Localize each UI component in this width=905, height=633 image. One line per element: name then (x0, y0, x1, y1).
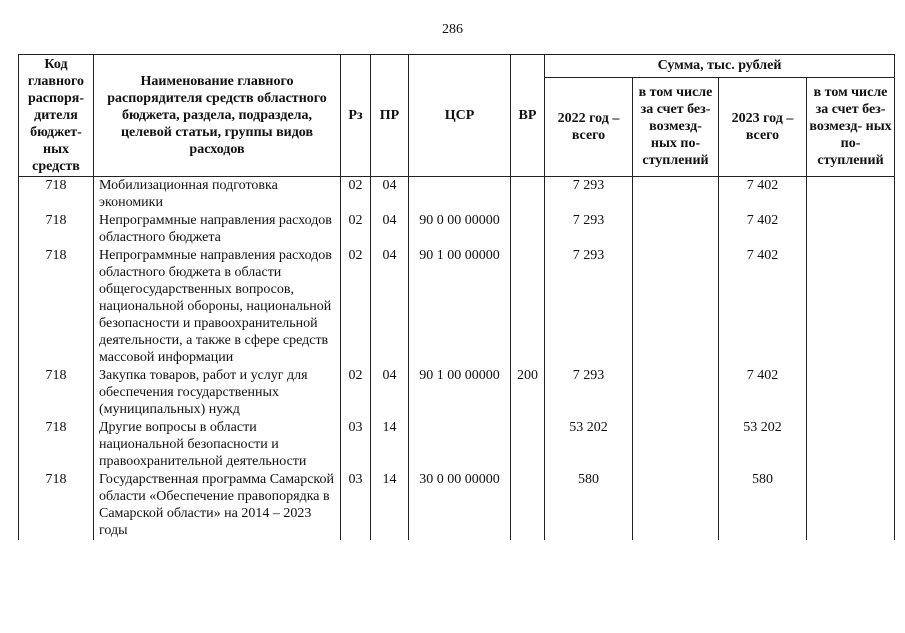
header-2023-gratuitous: в том числе за счет без- возмезд- ных по- ступлений (807, 77, 895, 176)
cell-name: Другие вопросы в области национальной безопасности и правоохранительной деятельности (94, 419, 341, 471)
cell-2022-gratuitous (633, 247, 719, 367)
cell-name: Мобилизационная подготовка экономики (94, 177, 341, 213)
cell-code: 718 (19, 471, 94, 540)
cell-pr: 04 (371, 177, 409, 213)
table-row (19, 471, 895, 540)
cell-2023-gratuitous (807, 247, 895, 367)
cell-rz: 02 (341, 212, 371, 247)
header-rz: Рз (341, 55, 371, 177)
cell-name: Непрограммные направления расходов областного бюджета в области общегосударственных вопросов, национальной обороны, национальной безопасности и правоохранительной деятельности, а также в сфере средств массовой информации (94, 247, 341, 367)
cell-code: 718 (19, 419, 94, 471)
table-row (19, 367, 895, 419)
cell-pr: 04 (371, 247, 409, 367)
cell-2023-gratuitous (807, 367, 895, 419)
cell-vr (511, 419, 545, 471)
header-2023-total: 2023 год – всего (719, 77, 807, 176)
header-csr: ЦСР (409, 55, 511, 177)
cell-pr: 04 (371, 212, 409, 247)
header-sum: Сумма, тыс. рублей (545, 55, 895, 78)
cell-name: Непрограммные направления расходов областного бюджета (94, 212, 341, 247)
cell-csr (409, 419, 511, 471)
cell-code: 718 (19, 247, 94, 367)
cell-2023-gratuitous (807, 471, 895, 540)
cell-csr: 90 1 00 00000 (409, 247, 511, 367)
cell-csr: 30 0 00 00000 (409, 471, 511, 540)
page-number: 286 (442, 22, 463, 37)
cell-2023-total: 7 402 (719, 247, 807, 367)
cell-2022-total: 7 293 (545, 247, 633, 367)
table-row (19, 212, 895, 247)
cell-rz: 03 (341, 419, 371, 471)
cell-2023-total: 7 402 (719, 367, 807, 419)
cell-pr: 04 (371, 367, 409, 419)
cell-2022-gratuitous (633, 367, 719, 419)
cell-2023-gratuitous (807, 212, 895, 247)
cell-pr: 14 (371, 419, 409, 471)
header-row-1 (19, 55, 895, 78)
cell-csr: 90 0 00 00000 (409, 212, 511, 247)
cell-2023-total: 53 202 (719, 419, 807, 471)
cell-2022-gratuitous (633, 471, 719, 540)
table-row (19, 177, 895, 213)
cell-name: Государственная программа Самарской области «Обеспечение правопорядка в Самарской области» на 2014 – 2023 годы (94, 471, 341, 540)
budget-table (18, 54, 895, 540)
cell-csr: 90 1 00 00000 (409, 367, 511, 419)
cell-vr (511, 177, 545, 213)
header-vr: ВР (511, 55, 545, 177)
cell-name: Закупка товаров, работ и услуг для обеспечения государственных (муниципальных) нужд (94, 367, 341, 419)
cell-2022-gratuitous (633, 212, 719, 247)
cell-rz: 03 (341, 471, 371, 540)
cell-code: 718 (19, 177, 94, 213)
cell-vr (511, 212, 545, 247)
table-row (19, 247, 895, 367)
cell-rz: 02 (341, 177, 371, 213)
cell-vr: 200 (511, 367, 545, 419)
cell-2022-total: 53 202 (545, 419, 633, 471)
cell-2023-total: 7 402 (719, 177, 807, 213)
cell-code: 718 (19, 212, 94, 247)
cell-csr (409, 177, 511, 213)
cell-2022-gratuitous (633, 419, 719, 471)
cell-2023-gratuitous (807, 177, 895, 213)
cell-2022-total: 7 293 (545, 212, 633, 247)
cell-2023-total: 7 402 (719, 212, 807, 247)
table-row (19, 419, 895, 471)
cell-2023-total: 580 (719, 471, 807, 540)
header-2022-gratuitous: в том числе за счет без- возмезд- ных по- ступлений (633, 77, 719, 176)
cell-vr (511, 247, 545, 367)
header-name: Наименование главного распорядителя средств областного бюджета, раздела, подраздела, целевой статьи, группы видов расходов (94, 55, 341, 177)
cell-vr (511, 471, 545, 540)
cell-rz: 02 (341, 367, 371, 419)
header-code: Код главного распоря- дителя бюджет- ных средств (19, 55, 94, 177)
header-pr: ПР (371, 55, 409, 177)
cell-rz: 02 (341, 247, 371, 367)
header-2022-total: 2022 год – всего (545, 77, 633, 176)
cell-2022-total: 7 293 (545, 367, 633, 419)
cell-2022-total: 7 293 (545, 177, 633, 213)
cell-pr: 14 (371, 471, 409, 540)
cell-2022-total: 580 (545, 471, 633, 540)
cell-2023-gratuitous (807, 419, 895, 471)
cell-2022-gratuitous (633, 177, 719, 213)
cell-code: 718 (19, 367, 94, 419)
